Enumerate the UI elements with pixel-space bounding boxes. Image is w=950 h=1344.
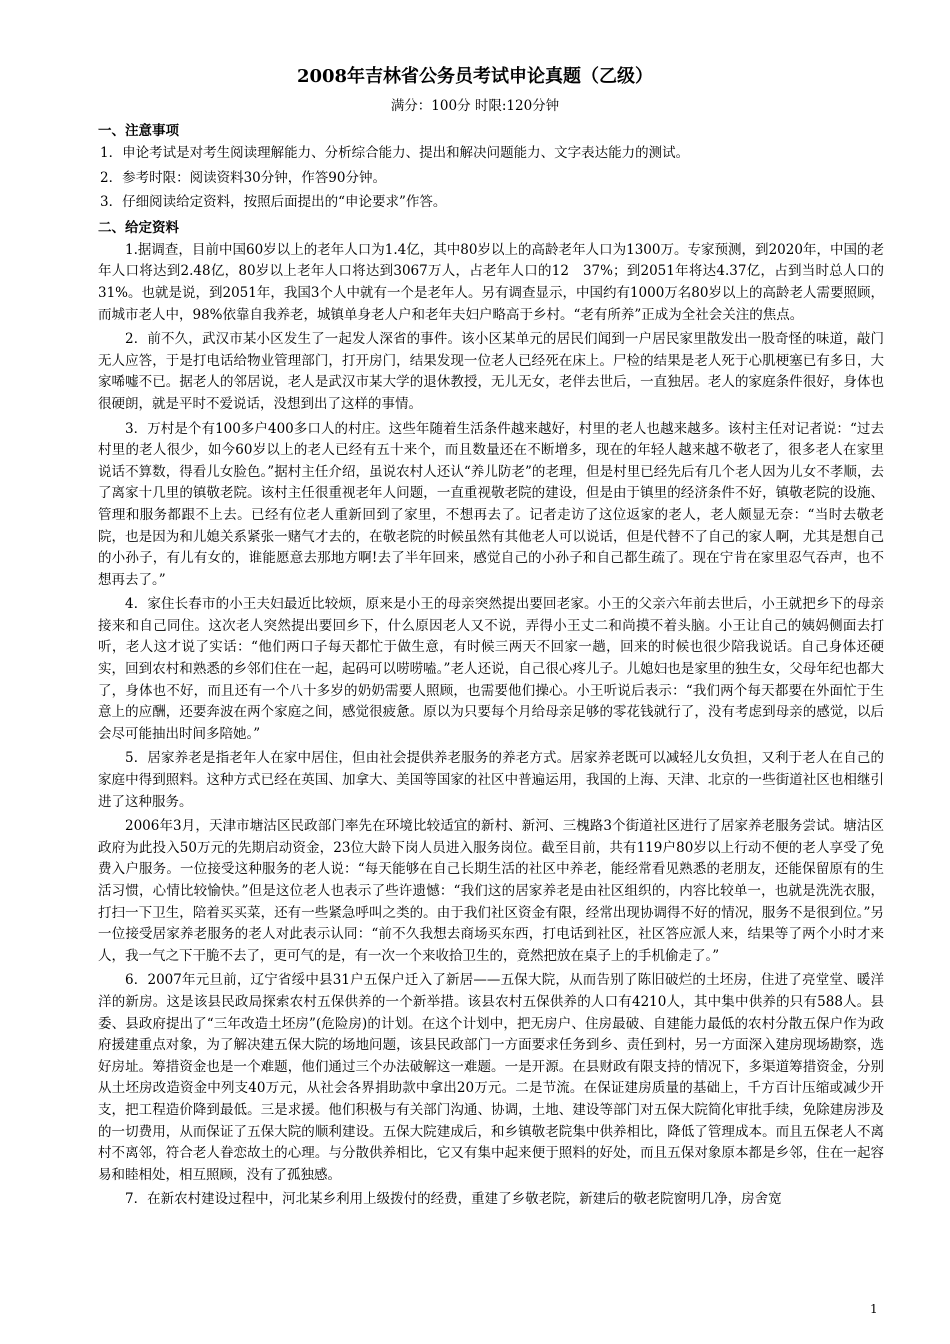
material-heading: 二、给定资料 [98,219,179,236]
material-paragraph: 4．家住长春市的小王夫妇最近比较烦，原来是小王的母亲突然提出要回老家。小王的父亲六年前去世后，小王就把乡下的母亲接来和自己同住。这次老人突然提出要回乡下，什么原因老人又不说，弄得小王丈二和尚摸不着头脑。小王让自己的姨妈侧面去打听，老人这才说了实话：“他们两口子每天都忙于做生意，有时候三两天不回家一趟，回来的时候也很少陪我说话。自己身体还硬实，回到农村和熟悉的乡邻们住在一起，起码可以唠唠嗑。”老人还说，自己很心疼儿子。儿媳妇也是家里的独生女，父母年纪也都大了，身体也不好，而且还有一个八十多岁的奶奶需要人照顾，也需要他们操心。小王听说后表示：“我们两个每天都要在外面忙于生意上的应酬，还要奔波在两个家庭之间，感觉很疲惫。原以为只要每个月给母亲足够的零花钱就行了，没有考虑到母亲的感觉，以后会尽可能抽出时间多陪她。” [98,596,884,742]
notice-item: 3．仔细阅读给定资料，按照后面提出的“申论要求”作答。 [100,194,447,211]
material-paragraph: 2006年3月，天津市塘沽区民政部门率先在环境比较适宜的新村、新河、三槐路3个街道社区进行了居家养老服务尝试。塘沽区政府为此投入50万元的先期启动资金，23位大龄下岗人员进入服务岗位。截至目前，共有119户80岁以上行动不便的老人享受了免费入户服务。一位接受这种服务的老人说：“每天能够在自己长期生活的社区中养老，能经常看见熟悉的老朋友，还能保留原有的生活习惯，心情比较愉快。”但是这位老人也表示了些许遗憾：“我们这的居家养老是由社区组织的，内容比较单一，也就是洗洗衣服，打扫一下卫生，陪着买买菜，还有一些紧急呼叫之类的。由于我们社区资金有限，经常出现协调得不好的情况，服务不是很到位。”另一位接受居家养老服务的老人对此表示认同：“前不久我想去商场买东西，打电话到社区，社区答应派人来，结果等了两个小时才来人，我一气之下干脆不去了，更可气的是，有一次一个来收拾卫生的，竟然把放在桌子上的手机偷走了。” [98,818,884,964]
material-paragraph: 5．居家养老是指老年人在家中居住，但由社会提供养老服务的养老方式。居家养老既可以减轻儿女负担，又利于老人在自己的家庭中得到照料。这种方式已经在英国、加拿大、美国等国家的社区中普遍运用，我国的上海、天津、北京的一些街道社区也相继引进了这种服务。 [98,750,884,810]
document-body [98,120,884,1214]
page-number: 1 [870,1302,878,1316]
material-paragraph: 7．在新农村建设过程中，河北某乡利用上级拨付的经费，重建了乡敬老院，新建后的敬老院窗明几净，房舍宽 [125,1191,782,1208]
exam-info: 满分：100分 时限:120分钟 [390,98,560,114]
notice-item: 1．申论考试是对考生阅读理解能力、分析综合能力、提出和解决问题能力、文字表达能力的测试。 [100,145,690,161]
material-paragraph: 3．万村是个有100多户400多口人的村庄。这些年随着生活条件越来越好，村里的老人也越来越多。该村主任对记者说：“过去村里的老人很少，如今60岁以上的老人已经有五十来个，而且数量还在不断增多，现在的年轻人越来越不敬老了，很多老人在家里说话不算数，得看儿女脸色。”据村主任介绍，虽说农村人还认“养儿防老”的老理，但是村里已经先后有几个老人因为儿女不孝顺，去了离家十几里的镇敬老院。该村主任很重视老年人问题，一直重视敬老院的建设，但是由于镇里的经济条件不好，镇敬老院的设施、管理和服务都跟不上去。已经有位老人重新回到了家里，不想再去了。记者走访了这位返家的老人，老人颇显无奈：“当时去敬老院，也是因为和儿媳关系紧张一赌气才去的，在敬老院的时候虽然有其他老人可以说话，但是代替不了自己的家人啊，尤其是想自己的小孙子，有儿有女的，谁能愿意去那地方啊!去了半年回来，感觉自己的小孙子和自己都生疏了。现在宁肯在家里忍气吞声，也不想再去了。” [98,420,884,588]
notice-heading: 一、注意事项 [98,123,179,139]
page-title: 2008年吉林省公务员考试申论真题（乙级） [296,66,654,87]
material-paragraph: 6．2007年元旦前，辽宁省绥中县31户五保户迁入了新居——五保大院，从而告别了陈旧破烂的土坯房，住进了亮堂堂、暖洋洋的新房。这是该县民政局探索农村五保供养的一个新举措。该县农村五保供养的人口有4210人，其中集中供养的只有588人。县委、县政府提出了“三年改造土坯房”(危险房)的计划。在这个计划中，把无房户、住房最破、自建能力最低的农村分散五保户作为政府援建重点对象，为了解决建五保大院的场地问题，该县民政部门一方面要求任务到乡、责任到村，另一方面深入建房现场勘察，选好房址。筹措资金也是一个难题，他们通过三个办法破解这一难题。一是开源。在县财政有限支持的情况下，多渠道筹措资金，分别从土坯房改造资金中列支40万元，从社会各界捐助款中拿出20万元。二是节流。在保证建房质量的基础上，千方百计压缩或减少开支，把工程造价降到最低。三是求援。他们积极与有关部门沟通、协调，土地、建设等部门对五保大院简化审批手续，免除建房涉及的一切费用，从而保证了五保大院的顺利建设。五保大院建成后，和乡镇敬老院集中供养相比，降低了管理成本。而且五保老人不离村不离邻，符合老人眷恋故土的心理。与分散供养相比，它又有集中起来便于照料的好处，而且五保对象原本都是乡邻，住在一起容易和睦相处，相互照顾，没有了孤独感。 [98,972,884,1183]
notice-item: 2．参考时限：阅读资料30分钟，作答90分钟。 [100,169,386,186]
material-paragraph: 2．前不久，武汉市某小区发生了一起发人深省的事件。该小区某单元的居民们闻到一户居民家里散发出一股奇怪的味道，敲门无人应答，于是打电话给物业管理部门，打开房门，结果发现一位老人已经死在床上。尸检的结果是老人死于心肌梗塞已有多日，大家唏嘘不已。据老人的邻居说，老人是武汉市某大学的退休教授，无儿无女，老伴去世后，一直独居。老人的家庭条件很好，身体也很硬朗，就是平时不爱说话，没想到出了这样的事情。 [98,331,884,412]
material-paragraph: 1.据调查，目前中国60岁以上的老年人口为1.4亿，其中80岁以上的高龄老年人口为1300万。专家预测，到2020年，中国的老年人口将达到2.48亿，80岁以上老年人口将达到3067万人，占老年人口的12 37%；到2051年将达4.37亿，占到当时总人口的31%。也就是说，到2051年，我国3个人中就有一个是老年人。另有调查显示，中国约有1000万名80岁以上的高龄老人需要照顾，而城市老人中，98%依靠自我养老，城镇单身老人户和老年夫妇户略高于乡村。“老有所养”正成为全社会关注的焦点。 [98,241,884,323]
